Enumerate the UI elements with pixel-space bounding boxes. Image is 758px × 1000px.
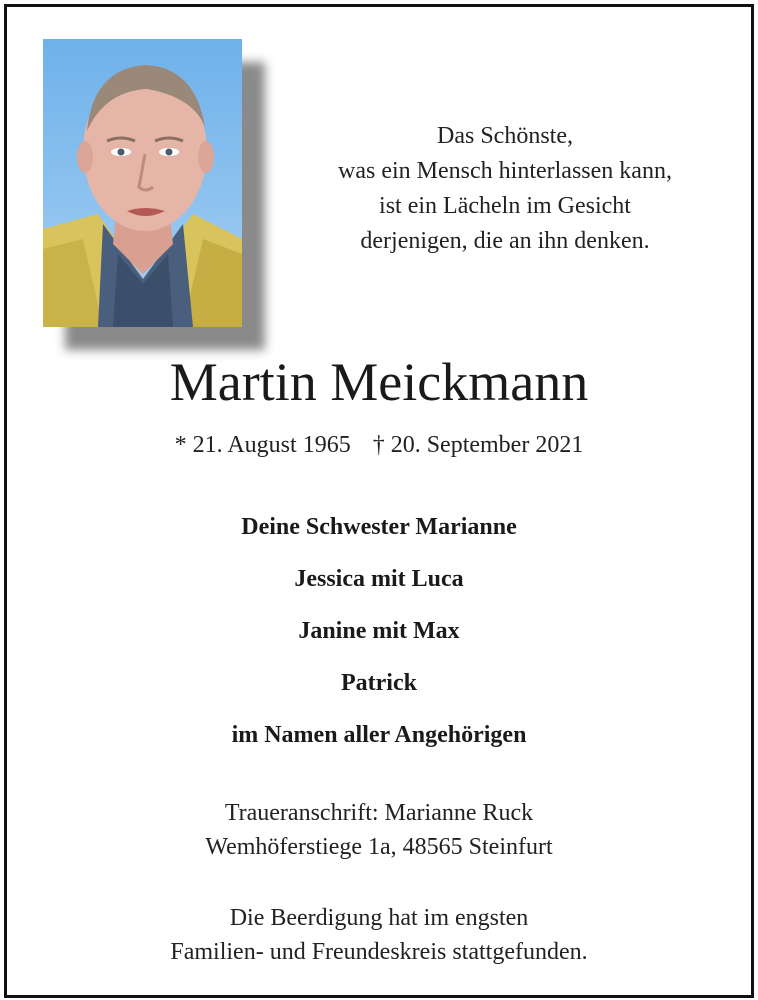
deceased-name: Martin Meickmann <box>169 352 589 412</box>
quote-line: ist ein Lächeln im Gesicht <box>379 193 631 219</box>
family-member: Deine Schwester Marianne <box>241 514 517 540</box>
quote-line: derjenigen, die an ihn denken. <box>360 228 650 254</box>
family-member: Patrick <box>341 670 417 696</box>
portrait-illustration-icon <box>43 39 242 327</box>
family-member: im Namen aller Angehörigen <box>231 722 527 748</box>
address-line: Traueranschrift: Marianne Ruck <box>224 800 534 826</box>
quote-line: was ein Mensch hinterlassen kann, <box>338 158 672 184</box>
family-member: Janine mit Max <box>298 618 460 644</box>
portrait-photo <box>43 39 242 327</box>
address-line: Wemhöferstiege 1a, 48565 Steinfurt <box>205 834 553 860</box>
memorial-quote <box>283 119 727 259</box>
life-dates <box>7 429 751 461</box>
family-list <box>7 507 751 767</box>
funeral-notice <box>7 901 751 969</box>
family-member: Jessica mit Luca <box>294 566 464 592</box>
death-date: † 20. September 2021 <box>372 432 584 458</box>
birth-date: * 21. August 1965 <box>174 432 351 458</box>
notice-line: Familien- und Freundeskreis stattgefunden. <box>170 939 588 965</box>
mourning-address <box>7 796 751 864</box>
obituary-frame <box>4 4 754 998</box>
notice-line: Die Beerdigung hat im engsten <box>229 905 529 931</box>
quote-line: Das Schönste, <box>437 123 573 149</box>
